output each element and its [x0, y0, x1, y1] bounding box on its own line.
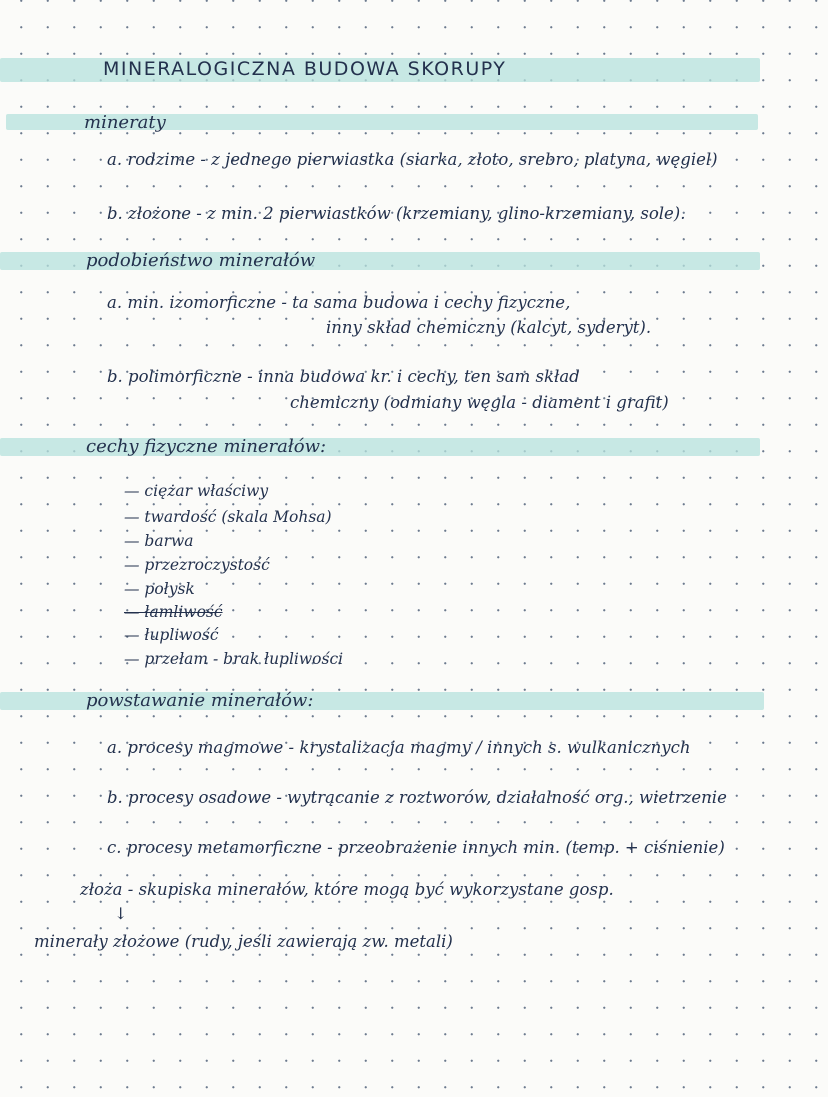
deposits-minerals: minerały złożowe (rudy, jeśli zawierają zw. metali) [34, 932, 453, 951]
formation-item-b: b. procesy osadowe - wytrącanie z roztworów, działalność org., wietrzenie [107, 788, 727, 807]
minerals-item-a: a. rodzime - z jednego pierwiastka (siarka, złoto, srebro, platyna, węgiel) [107, 150, 718, 169]
physical-item: — barwa [124, 532, 194, 550]
minerals-item-b: b. złożone - z min. 2 pierwiastków (krzemiany, glino-krzemiany, sole). [107, 204, 686, 223]
physical-item-crossed-out: — łamliwość [124, 603, 223, 621]
down-arrow-icon: ↓ [114, 904, 128, 923]
page-title: MINERALOGICZNA BUDOWA SKORUPY [103, 58, 507, 80]
physical-item: — przezroczystość [124, 556, 270, 574]
physical-item: — twardość (skala Mohsa) [124, 508, 332, 526]
deposits-definition: złoża - skupiska minerałów, które mogą być wykorzystane gosp. [80, 880, 614, 899]
similarity-item-a-line1: a. min. izomorficzne - ta sama budowa i cechy fizyczne, [107, 293, 571, 312]
physical-item: — ciężar właściwy [124, 482, 269, 500]
similarity-item-b-line1: b. polimorficzne - inna budowa kr. i cechy, ten sam skład [107, 367, 580, 386]
similarity-heading: podobieństwo minerałów [86, 250, 316, 271]
formation-heading: powstawanie minerałów: [86, 690, 314, 711]
formation-item-a: a. procesy magmowe - krystalizacja magmy / innych s. wulkanicznych [107, 738, 691, 757]
physical-item: — łupliwość [124, 626, 219, 644]
physical-item: — połysk [124, 580, 195, 598]
formation-item-c: c. procesy metamorficzne - przeobrażenie innych min. (temp. + ciśnienie) [107, 838, 725, 857]
similarity-item-b-line2: chemiczny (odmiany węgla - diament i grafit) [290, 393, 669, 412]
physical-heading: cechy fizyczne minerałów: [86, 436, 327, 457]
minerals-heading: mineraty [84, 112, 166, 133]
physical-item: — przełam - brak łupliwości [124, 650, 344, 668]
similarity-item-a-line2: inny skład chemiczny (kalcyt, syderyt). [326, 318, 652, 337]
